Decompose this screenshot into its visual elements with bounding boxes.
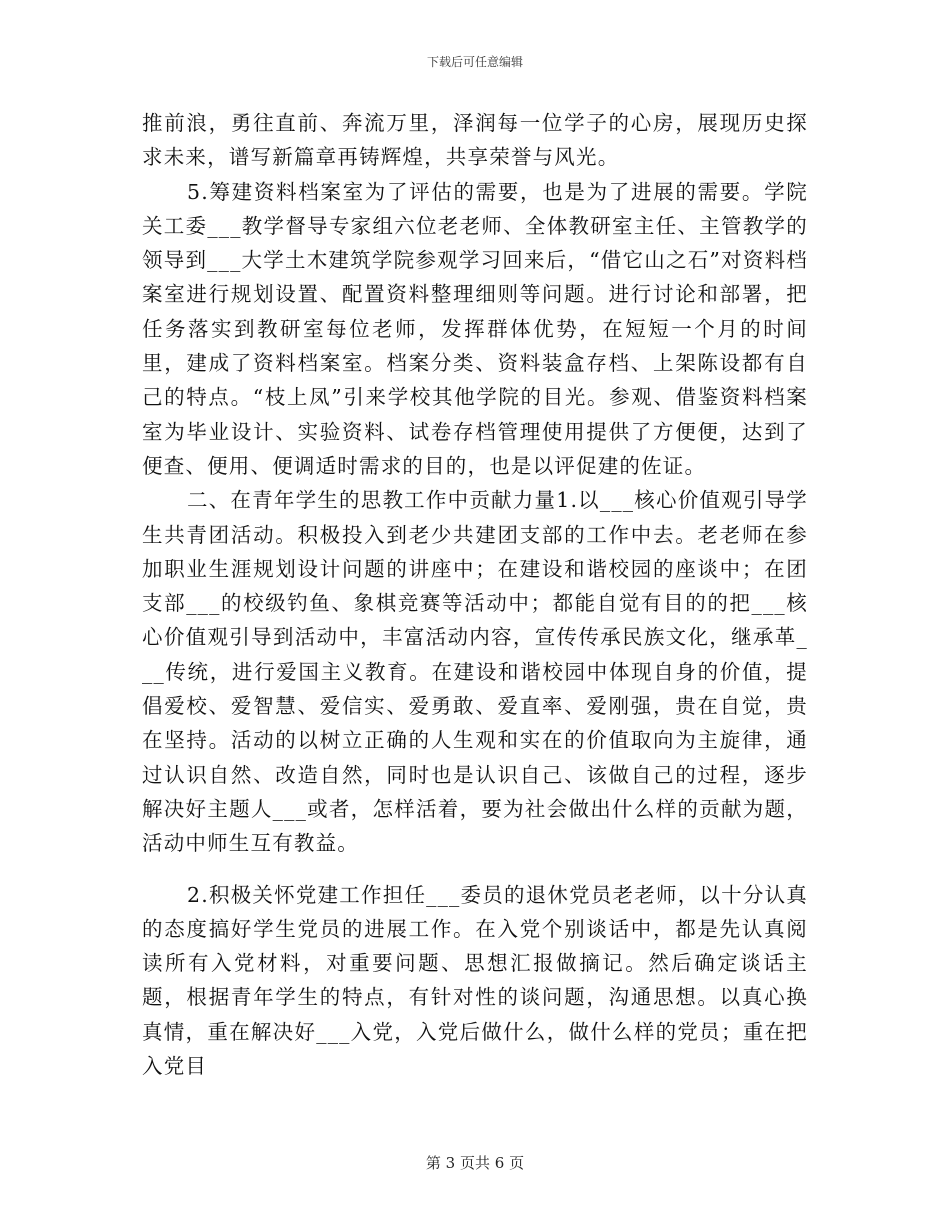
paragraph-continuation: 推前浪，勇往直前、奔流万里，泽润每一位学子的心房，展现历史探求未来，谱写新篇章再铸辉煌，共享荣誉与风光。 xyxy=(142,111,808,170)
paragraph-youth-education: 二、在青年学生的思教工作中贡献力量1.以___核心价值观引导学生共青团活动。积极投入到老少共建团支部的工作中去。老老师在参加职业生涯规划设计问题的讲座中；在建设和谐校园的座谈中；在团支部___的校级钓鱼、象棋竞赛等活动中；都能自觉有目的的把___核心价值观引导到活动中，丰富活动内容，宣传传承民族文化，继承革___传统，进行爱国主义教育。在建设和谐校园中体现自身的价值，提倡爱校、爱智慧、爱信实、爱勇敢、爱直率、爱刚强，贵在自觉，贵在坚持。活动的以树立正确的人生观和实在的价值取向为主旋律，通过认识自然、改造自然，同时也是认识自己、该做自己的过程，逐步解决好主题人___或者，怎样活着，要为社会做出什么样的贡献为题，活动中师生互有教益。 xyxy=(142,488,808,856)
paragraph-party-building: 2.积极关怀党建工作担任___委员的退休党员老老师，以十分认真的态度搞好学生党员的进展工作。在入党个别谈话中，都是先认真阅读所有入党材料，对重要问题、思想汇报做摘记。然后确定谈话主题，根据青年学生的特点，有针对性的谈问题，沟通思想。以真心换真情，重在解决好___入党，入党后做什么，做什么样的党员；重在把入党目 xyxy=(142,882,808,1079)
page-number: 第 3 页共 6 页 xyxy=(425,1154,525,1172)
paragraph-archive-room: 5.筹建资料档案室为了评估的需要，也是为了进展的需要。学院关工委___教学督导专家组六位老老师、全体教研室主任、主管教学的领导到___大学土木建筑学院参观学习回来后，“借它山之石”对资料档案室进行规划设置、配置资料整理细则等问题。进行讨论和部署，把任务落实到教研室每位老师，发挥群体优势，在短短一个月的时间里，建成了资料档案室。档案分类、资料装盒存档、上架陈设都有自己的特点。“枝上凤”引来学校其他学院的目光。参观、借鉴资料档案室为毕业设计、实验资料、试卷存档管理使用提供了方便便，达到了便查、便用、便调适时需求的目的，也是以评促建的佐证。 xyxy=(142,179,808,478)
page-header: 下载后可任意编辑 xyxy=(426,55,523,69)
document-body xyxy=(142,106,808,1083)
